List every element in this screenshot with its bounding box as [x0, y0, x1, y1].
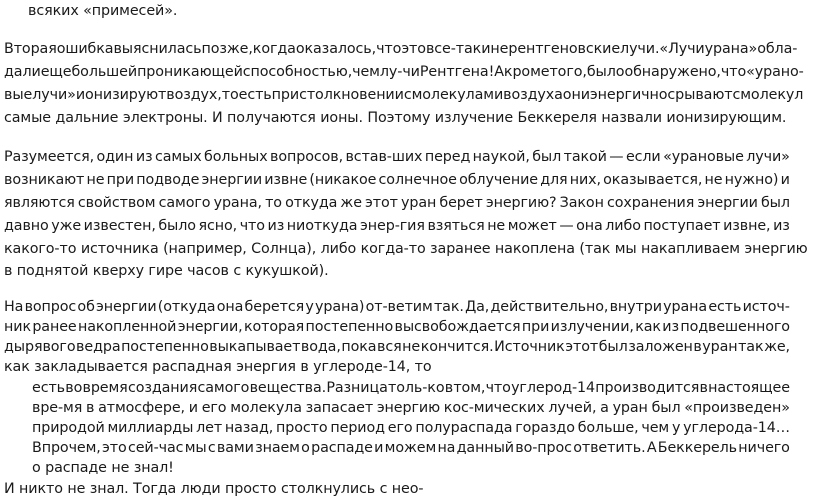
text-line: давно уже известен, было ясно, что из ниоткуда энер-гия взяться не может — она либо поступает извне, из	[4, 218, 790, 234]
text-line: как закладывается распадная энергия в углероде-14, то	[4, 359, 432, 375]
text-line: дырявого ведра постепенно выкапывает вода, пока вся не кончится. Источник этот был заложен в уран так же,	[4, 339, 790, 355]
text-line: Вторая ошибка выяснилась позже, когда оказалось, что это все-таки не рентгеновские лучи. «Лучи урана» обла-	[4, 41, 798, 57]
text-line: Впрочем, это сей-час мы с вами знаем о распаде и можем на данный во-прос ответить. А Беккерель ничего	[32, 440, 790, 456]
text-line: являются свойством самого урана, то откуда же этот уран берет энергию? Закон сохранения энергии был	[4, 195, 790, 211]
text-line: самые дальние электроны. И получаются ионы. Поэтому излучение Беккереля назвали ионизирующим.	[4, 110, 787, 126]
text-line: есть во время создания самого вещества. Разница толь-ко в том, что углерод-14 производится в настоящее	[32, 380, 790, 396]
text-line: вые лучи» ионизируют воздух, то есть при столкновении с молекулами воздуха они энергично срывают с молекул	[4, 87, 804, 103]
text-line: всяких «примесей».	[28, 3, 178, 19]
text-line: какого-то источника (например, Солнца), либо когда-то заранее накоплена (так мы накапливаем энергию	[4, 241, 808, 257]
text-line: природой миллиарды лет назад, просто период его полураспада гораздо больше, чем у углерода-14…	[32, 420, 790, 436]
text-line: И никто не знал. Тогда люди просто столкнулись с нео-	[4, 481, 424, 497]
text-line: На вопрос об энергии (откуда она берется у урана) от-ветим так. Да, действительно, внутри урана есть источ-	[4, 299, 790, 315]
text-line: в поднятой кверху гире часов с кукушкой).	[4, 263, 329, 279]
text-line: вре-мя в атмосфере, и его молекула запасает энергию кос-мических лучей, а уран был «произведен»	[32, 400, 790, 416]
text-line: ник ранее накопленной энергии, которая постепенно высвобождается при излучении, как из подвешенного	[4, 319, 790, 335]
text-line: Разумеется, один из самых больных вопросов, встав-ших перед наукой, был такой — если «урановые лучи»	[4, 149, 790, 165]
text-line: возникают не при подводе энергии извне (никакое солнечное облучение для них, оказывается, не нужно) и	[4, 172, 790, 188]
text-line: о распаде не знал!	[32, 460, 174, 476]
text-line: дали еще большей проникающей способностью, чем лу-чи Рентгена! А кроме того, было обнаружено, что «урано-	[4, 64, 804, 80]
